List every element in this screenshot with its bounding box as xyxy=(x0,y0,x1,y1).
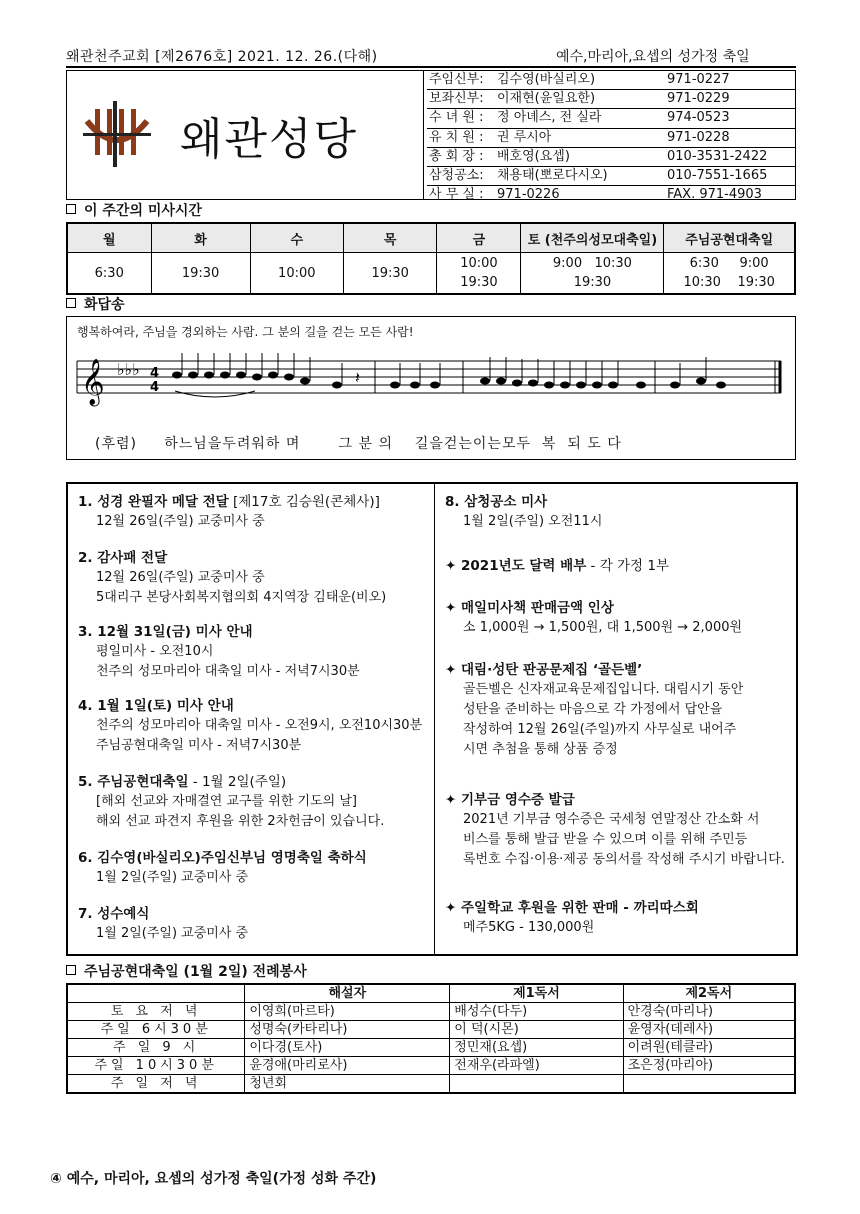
duty-mass-time: 토 요 저 녁 xyxy=(67,1003,245,1021)
news-item-title xyxy=(445,598,742,618)
staff-name: 채용태(뽀로다시오) xyxy=(497,167,608,183)
staff-name: 971-0226 xyxy=(497,187,560,203)
staff-directory xyxy=(427,71,795,204)
news-item xyxy=(445,790,785,870)
news-title-extra: - 1월 2일(주일) xyxy=(188,774,287,790)
news-item xyxy=(78,492,380,532)
bulletin-header xyxy=(66,44,796,68)
staff-phone: 974-0523 xyxy=(667,110,730,126)
staff-role: 유 치 원 : xyxy=(429,129,484,145)
duty-person: 이다경(토사) xyxy=(245,1039,450,1057)
duty-person: 정민재(요셉) xyxy=(450,1039,623,1057)
news-item-body: 시면 추첨을 통해 상품 증정 xyxy=(463,742,618,757)
news-item-body: 골든벨은 신자재교육문제집입니다. 대림시기 동안 xyxy=(463,682,744,697)
svg-text:4: 4 xyxy=(150,380,160,395)
mass-time-cell: 19:30 xyxy=(344,253,437,295)
parish-news-box xyxy=(66,482,798,956)
news-item-body: 천주의 성모마리아 대축일 미사 - 저녁7시30분 xyxy=(96,664,360,679)
news-title-text: ✦ 주일학교 후원을 위한 판매 - 까리따스회 xyxy=(445,900,699,916)
news-item-title xyxy=(78,904,248,924)
svg-text:𝄽: 𝄽 xyxy=(355,368,360,387)
news-item xyxy=(78,696,422,756)
news-item-title xyxy=(445,556,669,576)
mass-day-header: 토 (천주의성모대축일) xyxy=(521,223,664,253)
hymn-section-title: 화답송 xyxy=(66,294,125,314)
news-item-body: [해외 선교와 자매결연 교구를 위한 기도의 날] xyxy=(96,794,357,809)
mass-time-cell: 6:30 9:00 10:30 19:30 xyxy=(664,253,795,295)
news-item xyxy=(78,622,360,682)
svg-text:♭♭♭: ♭♭♭ xyxy=(117,360,140,379)
staff-name: 권 루시아 xyxy=(497,129,552,145)
bulletin-issue-info: 왜관천주교회 [제2676호] 2021. 12. 26.(다해) xyxy=(66,49,378,65)
news-item-body: 1월 2일(주일) 오전11시 xyxy=(463,514,603,529)
news-item-title xyxy=(445,492,602,512)
duty-person: 안경숙(마리나) xyxy=(623,1003,795,1021)
responsorial-psalm-box xyxy=(66,316,796,460)
news-title-text: 1. 성경 완필자 메달 전달 xyxy=(78,494,229,510)
duty-person: 이영희(마르타) xyxy=(245,1003,450,1021)
mass-time-cell: 19:30 xyxy=(151,253,250,295)
duty-mass-time: 주일 6시30분 xyxy=(67,1021,245,1039)
news-title-text: 7. 성수예식 xyxy=(78,906,150,922)
duty-person: 배성수(다두) xyxy=(450,1003,623,1021)
news-title-extra: [제17호 김승원(콘체사)] xyxy=(228,494,380,510)
duty-mass-time: 주 일 저 녁 xyxy=(67,1075,245,1094)
mass-day-header: 주님공현대축일 xyxy=(664,223,795,253)
news-item-title xyxy=(78,848,367,868)
svg-text:𝄞: 𝄞 xyxy=(81,359,105,405)
news-item-title xyxy=(445,660,743,680)
mass-day-header: 금 xyxy=(437,223,521,253)
staff-role: 삼청공소: xyxy=(429,167,484,183)
staff-phone: 010-7551-1665 xyxy=(667,167,768,183)
church-logo-icon xyxy=(77,99,157,169)
news-item-body: 평일미사 - 오전10시 xyxy=(96,644,214,659)
news-item-title xyxy=(78,696,422,716)
news-right-column xyxy=(435,484,796,954)
news-title-text: ✦ 2021년도 달력 배부 xyxy=(445,558,587,574)
staff-role: 수 녀 원 : xyxy=(429,110,484,126)
staff-phone: FAX. 971-4903 xyxy=(667,187,762,203)
psalm-refrain-text: 행복하여라, 주님을 경외하는 사람. 그 분의 길을 걷는 모든 사람! xyxy=(77,325,414,339)
staff-row xyxy=(427,71,795,90)
news-item xyxy=(445,556,669,576)
staff-name: 이재현(윤일요한) xyxy=(497,91,596,107)
news-title-text: 8. 삼청공소 미사 xyxy=(445,494,548,510)
news-item-body: 5대리구 본당사회복지협의회 4지역장 김태운(비오) xyxy=(96,590,387,605)
news-item xyxy=(445,898,699,938)
news-item xyxy=(445,660,743,760)
music-staff-notation xyxy=(75,347,787,427)
duty-person: 전재우(라파엘) xyxy=(450,1057,623,1075)
news-item-title xyxy=(78,548,386,568)
duty-person xyxy=(623,1075,795,1094)
news-item-body: 메주5KG - 130,000원 xyxy=(463,920,595,935)
staff-phone: 971-0229 xyxy=(667,91,730,107)
staff-role: 보좌신부: xyxy=(429,91,484,107)
staff-role: 사 무 실 : xyxy=(429,187,484,203)
news-title-extra: - 각 가정 1부 xyxy=(586,558,670,574)
duty-section-title: 주님공현대축일 (1월 2일) 전례봉사 xyxy=(66,961,307,981)
news-title-text: ✦ 매일미사책 판매금액 인상 xyxy=(445,600,614,616)
staff-row xyxy=(427,148,795,167)
duty-row xyxy=(67,1021,795,1039)
duty-person: 이려원(테클라) xyxy=(623,1039,795,1057)
bulletin-feast-title: 예수,마리아,요셉의 성가정 축일 xyxy=(556,49,750,65)
news-item-title xyxy=(445,898,699,918)
news-left-column xyxy=(68,484,435,954)
staff-phone: 971-0227 xyxy=(667,72,730,87)
psalm-lyrics: (후렴) 하느님을두려워하 며 그 분 의 길을걷는이는모두 복 되 도 다 xyxy=(95,436,622,452)
news-item-body: 천주의 성모마리아 대축일 미사 - 오전9시, 오전10시30분 xyxy=(96,718,423,733)
news-item xyxy=(78,904,248,944)
duty-row xyxy=(67,1039,795,1057)
staff-row xyxy=(427,129,795,148)
page-footer: ④ 예수, 마리아, 요셉의 성가정 축일(가정 성화 주간) xyxy=(50,1171,377,1187)
duty-row xyxy=(67,1003,795,1021)
duty-person: 성명숙(카타리나) xyxy=(245,1021,450,1039)
duty-person: 이 덕(시몬) xyxy=(450,1021,623,1039)
mass-day-header: 수 xyxy=(250,223,343,253)
news-item-title xyxy=(78,622,360,642)
news-item-body: 소 1,000원 → 1,500원, 대 1,500원 → 2,000원 xyxy=(463,620,743,635)
news-item-body: 1월 2일(주일) 교중미사 중 xyxy=(96,870,249,885)
news-item xyxy=(445,492,602,532)
duty-header: 제1독서 xyxy=(450,984,623,1003)
staff-name: 정 아녜스, 전 실라 xyxy=(497,110,602,126)
staff-row xyxy=(427,167,795,186)
duty-row xyxy=(67,1057,795,1075)
duty-person xyxy=(450,1075,623,1094)
duty-person: 청년회 xyxy=(245,1075,450,1094)
news-title-text: 2. 감사패 전달 xyxy=(78,550,168,566)
staff-role: 총 회 장 : xyxy=(429,148,484,164)
news-title-text: 6. 김수영(바실리오)주임신부님 영명축일 축하식 xyxy=(78,850,367,866)
duty-header: 해설자 xyxy=(245,984,450,1003)
news-item xyxy=(78,848,367,888)
news-item xyxy=(78,548,386,608)
news-item-body: 해외 선교 파견지 후원을 위한 2차헌금이 있습니다. xyxy=(96,814,385,829)
news-item-body: 록번호 수집·이용·제공 동의서를 작성해 주시기 바랍니다. xyxy=(463,852,785,867)
liturgy-duty-table xyxy=(66,983,796,1094)
mass-time-cell: 6:30 xyxy=(67,253,151,295)
news-title-text: 4. 1월 1일(토) 미사 안내 xyxy=(78,698,234,714)
duty-person: 윤경애(마리로사) xyxy=(245,1057,450,1075)
mass-day-header: 목 xyxy=(344,223,437,253)
staff-row xyxy=(427,90,795,109)
mass-time-cell: 9:00 10:30 19:30 xyxy=(521,253,664,295)
news-item-body: 주님공현대축일 미사 - 저녁7시30분 xyxy=(96,738,302,753)
staff-phone: 971-0228 xyxy=(667,129,730,145)
duty-mass-time: 주일 10시30분 xyxy=(67,1057,245,1075)
news-title-text: 5. 주님공현대축일 xyxy=(78,774,189,790)
duty-header: 제2독서 xyxy=(623,984,795,1003)
news-title-text: ✦ 기부금 영수증 발급 xyxy=(445,792,575,808)
mass-day-header: 월 xyxy=(67,223,151,253)
news-item-body: 2021년 기부금 영수증은 국세청 연말정산 간소화 서 xyxy=(463,812,760,827)
parish-info-box xyxy=(66,70,796,203)
news-item-title xyxy=(78,772,384,792)
news-title-text: ✦ 대림·성탄 판공문제집 ‘골든벨’ xyxy=(445,662,643,678)
staff-name: 김수영(바실리오) xyxy=(497,72,596,87)
news-item xyxy=(445,598,742,638)
duty-person: 조은정(마리아) xyxy=(623,1057,795,1075)
parish-logo-area xyxy=(67,71,424,199)
news-item-title xyxy=(445,790,785,810)
staff-row xyxy=(427,186,795,204)
staff-role: 주임신부: xyxy=(429,72,484,87)
staff-name: 배호영(요셉) xyxy=(497,148,570,164)
mass-time-cell: 10:00 19:30 xyxy=(437,253,521,295)
news-item-body: 작성하여 12월 26일(주일)까지 사무실로 내어주 xyxy=(463,722,737,737)
svg-text:4: 4 xyxy=(150,366,160,381)
news-item-title xyxy=(78,492,380,512)
mass-section-title: 이 주간의 미사시간 xyxy=(66,200,202,220)
mass-schedule-table xyxy=(66,222,796,295)
staff-phone: 010-3531-2422 xyxy=(667,148,768,164)
news-item-body: 12월 26일(주일) 교중미사 중 xyxy=(96,514,265,529)
duty-row xyxy=(67,1075,795,1094)
news-item-body: 1월 2일(주일) 교중미사 중 xyxy=(96,926,249,941)
duty-mass-time: 주 일 9 시 xyxy=(67,1039,245,1057)
news-title-text: 3. 12월 31일(금) 미사 안내 xyxy=(78,624,253,640)
news-item-body: 12월 26일(주일) 교중미사 중 xyxy=(96,570,265,585)
parish-name: 왜관성당 xyxy=(180,114,359,165)
news-item-body: 비스를 통해 발급 받을 수 있으며 이를 위해 주민등 xyxy=(463,832,748,847)
news-item xyxy=(78,772,384,832)
mass-day-header: 화 xyxy=(151,223,250,253)
staff-row xyxy=(427,109,795,128)
duty-header xyxy=(67,984,245,1003)
mass-time-cell: 10:00 xyxy=(250,253,343,295)
news-item-body: 성탄을 준비하는 마음으로 각 가정에서 답안을 xyxy=(463,702,723,717)
duty-person: 윤영자(데레사) xyxy=(623,1021,795,1039)
